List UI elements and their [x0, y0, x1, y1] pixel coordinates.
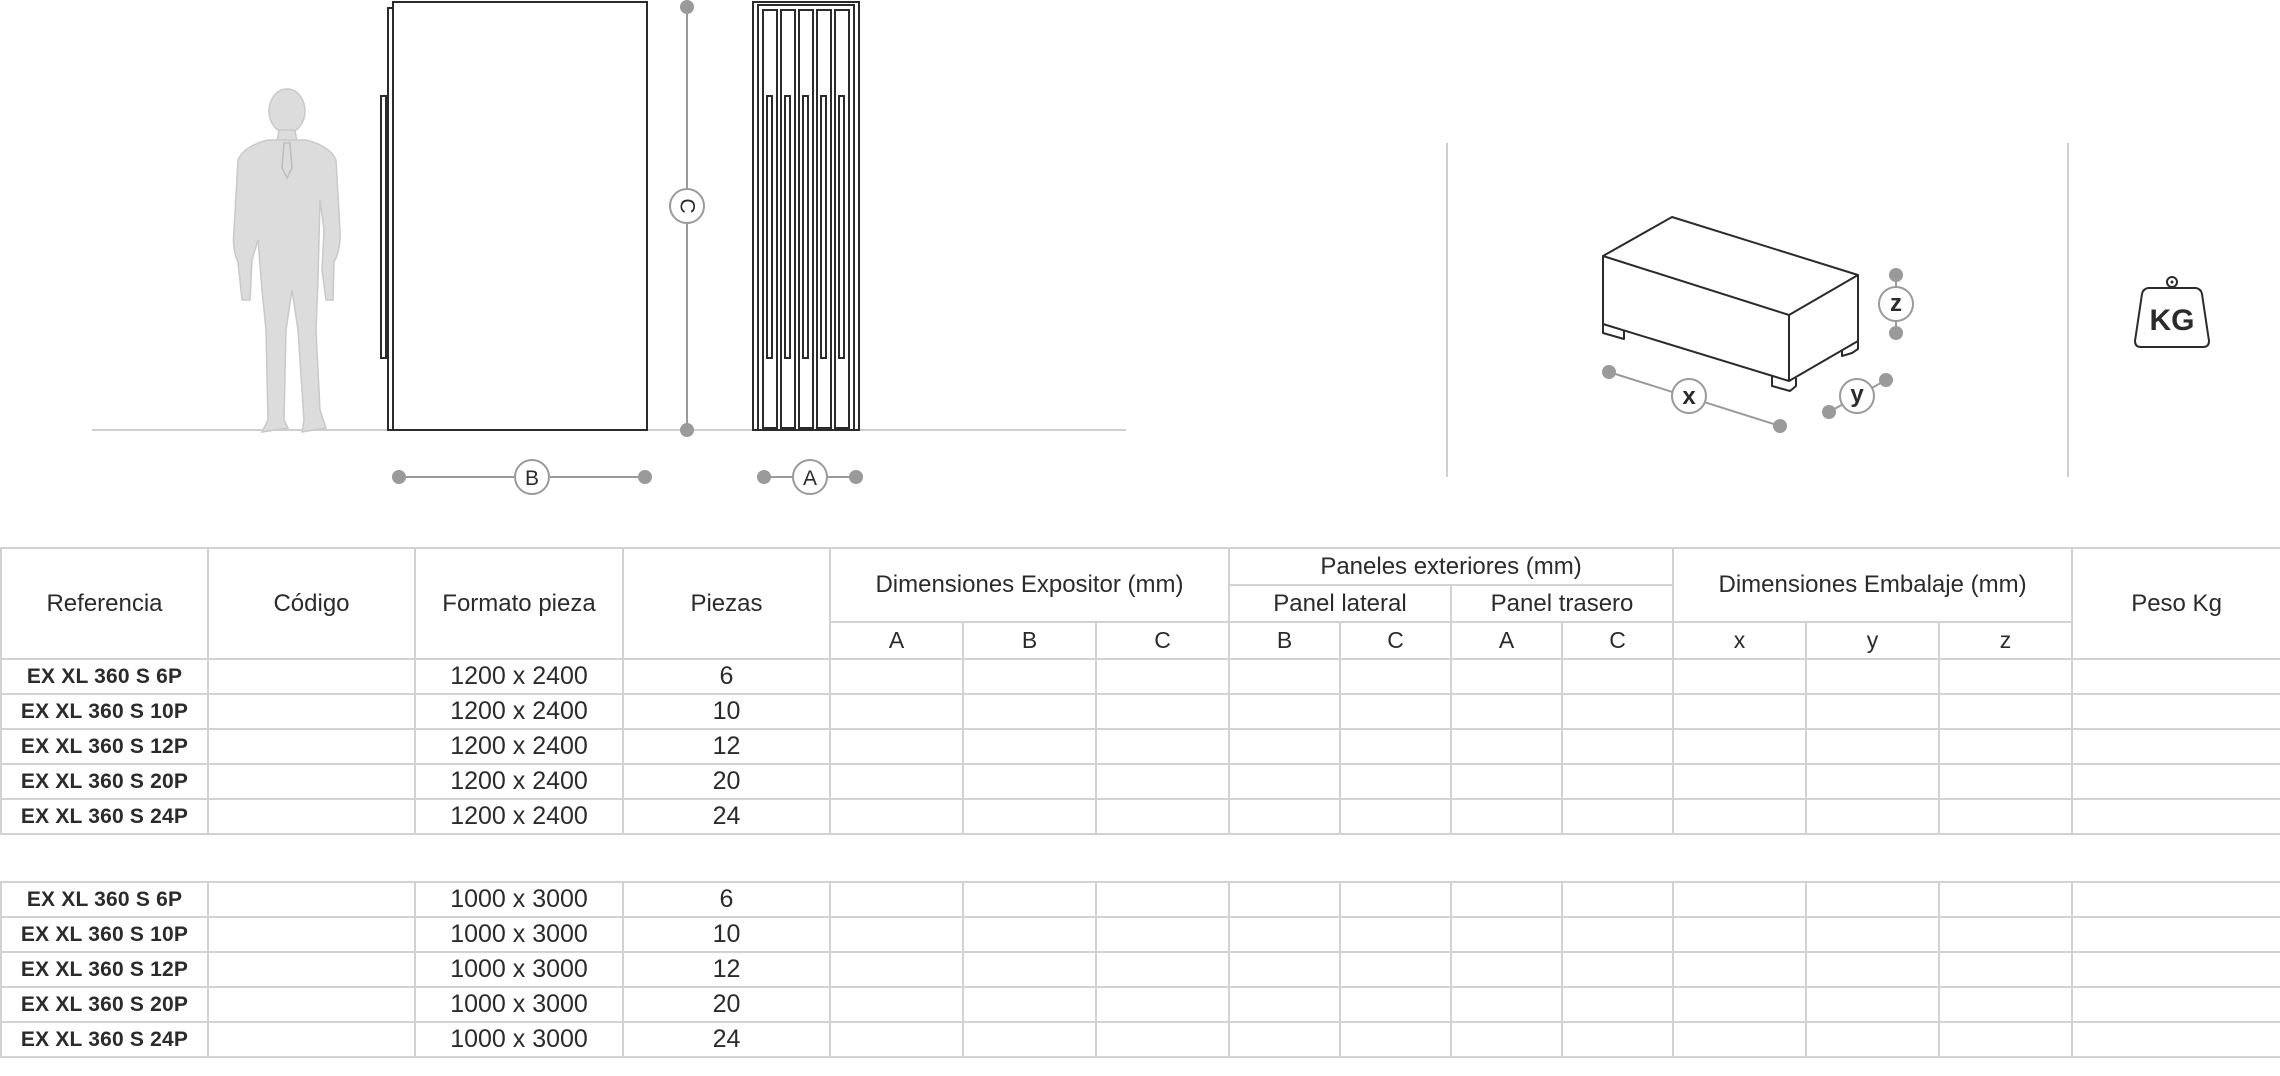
cell-peso: [2072, 694, 2280, 729]
table-row: [1, 1022, 2280, 1057]
cell-emb-y: [1806, 729, 1939, 764]
cell-lat-b: [1229, 694, 1340, 729]
cell-lat-c: [1340, 1022, 1451, 1057]
header-dim-embalaje: Dimensiones Embalaje (mm): [1673, 548, 2072, 622]
cell-referencia: EX XL 360 S 10P: [1, 694, 208, 729]
cell-exp-a: [830, 1022, 963, 1057]
header-dim-expositor: Dimensiones Expositor (mm): [830, 548, 1229, 622]
cell-referencia: EX XL 360 S 20P: [1, 764, 208, 799]
cell-emb-x: [1673, 987, 1806, 1022]
cell-lat-b: [1229, 882, 1340, 917]
cell-tra-c: [1562, 764, 1673, 799]
dimension-c: [670, 0, 704, 437]
cell-exp-a: [830, 764, 963, 799]
header-referencia: Referencia: [1, 548, 208, 659]
cell-emb-x: [1673, 799, 1806, 834]
cell-emb-x: [1673, 729, 1806, 764]
cell-tra-a: [1451, 694, 1562, 729]
header-piezas: Piezas: [623, 548, 830, 659]
cell-tra-c: [1562, 917, 1673, 952]
cell-tra-c: [1562, 694, 1673, 729]
cell-piezas: 12: [623, 952, 830, 987]
cell-emb-z: [1939, 1022, 2072, 1057]
header-emb-y: y: [1806, 622, 1939, 659]
cell-tra-a: [1451, 952, 1562, 987]
cell-referencia: EX XL 360 S 10P: [1, 917, 208, 952]
cell-referencia: EX XL 360 S 24P: [1, 1022, 208, 1057]
cell-exp-c: [1096, 1022, 1229, 1057]
cell-exp-c: [1096, 917, 1229, 952]
cell-formato: 1200 x 2400: [415, 694, 623, 729]
cell-codigo: [208, 729, 415, 764]
cell-emb-y: [1806, 1022, 1939, 1057]
header-lat-b: B: [1229, 622, 1340, 659]
dimension-a: [757, 460, 863, 494]
cell-formato: 1000 x 3000: [415, 987, 623, 1022]
cell-codigo: [208, 952, 415, 987]
cell-piezas: 10: [623, 917, 830, 952]
header-lat-c: C: [1340, 622, 1451, 659]
cell-exp-a: [830, 917, 963, 952]
cell-exp-a: [830, 729, 963, 764]
cell-formato: 1000 x 3000: [415, 952, 623, 987]
cell-exp-a: [830, 659, 963, 694]
cell-lat-b: [1229, 764, 1340, 799]
cell-tra-c: [1562, 799, 1673, 834]
cell-formato: 1200 x 2400: [415, 764, 623, 799]
table-row: [1, 882, 2280, 917]
cell-exp-b: [963, 694, 1096, 729]
package-dimension-x: [1602, 365, 1787, 433]
header-exp-b: B: [963, 622, 1096, 659]
side-view: [753, 2, 859, 430]
cell-emb-z: [1939, 952, 2072, 987]
cell-exp-c: [1096, 987, 1229, 1022]
cell-peso: [2072, 1022, 2280, 1057]
cell-emb-z: [1939, 729, 2072, 764]
cell-exp-c: [1096, 659, 1229, 694]
cell-referencia: EX XL 360 S 6P: [1, 659, 208, 694]
cell-tra-a: [1451, 987, 1562, 1022]
cell-emb-z: [1939, 882, 2072, 917]
header-emb-x: x: [1673, 622, 1806, 659]
cell-referencia: EX XL 360 S 24P: [1, 799, 208, 834]
cell-emb-y: [1806, 987, 1939, 1022]
dimension-b-label: B: [524, 467, 540, 490]
cell-emb-x: [1673, 1022, 1806, 1057]
cell-peso: [2072, 729, 2280, 764]
package-dimension-z: [1879, 268, 1913, 340]
cell-referencia: EX XL 360 S 12P: [1, 729, 208, 764]
cell-tra-c: [1562, 1022, 1673, 1057]
table-spacer-row: [1, 834, 2280, 882]
cell-lat-c: [1340, 987, 1451, 1022]
table-row: [1, 917, 2280, 952]
cell-emb-z: [1939, 694, 2072, 729]
cell-peso: [2072, 917, 2280, 952]
cell-codigo: [208, 694, 415, 729]
package-box: [1603, 217, 1858, 391]
table-row: [1, 764, 2280, 799]
dimension-c-label: C: [675, 198, 699, 214]
cell-codigo: [208, 799, 415, 834]
package-dimension-y: [1822, 373, 1893, 419]
cell-codigo: [208, 882, 415, 917]
cell-formato: 1200 x 2400: [415, 659, 623, 694]
cell-formato: 1000 x 3000: [415, 882, 623, 917]
header-codigo: Código: [208, 548, 415, 659]
front-view: [381, 2, 647, 430]
cell-piezas: 6: [623, 659, 830, 694]
cell-formato: 1200 x 2400: [415, 729, 623, 764]
cell-referencia: EX XL 360 S 20P: [1, 987, 208, 1022]
cell-referencia: EX XL 360 S 6P: [1, 882, 208, 917]
header-paneles: Paneles exteriores (mm): [1229, 548, 1673, 585]
table-row: [1, 729, 2280, 764]
cell-emb-z: [1939, 764, 2072, 799]
cell-tra-a: [1451, 659, 1562, 694]
cell-emb-y: [1806, 952, 1939, 987]
cell-codigo: [208, 764, 415, 799]
dimension-b: [392, 460, 652, 494]
cell-piezas: 12: [623, 729, 830, 764]
cell-exp-b: [963, 1022, 1096, 1057]
cell-emb-z: [1939, 659, 2072, 694]
cell-exp-b: [963, 729, 1096, 764]
cell-lat-b: [1229, 952, 1340, 987]
table-spacer-cell: [1, 834, 2280, 882]
cell-exp-b: [963, 987, 1096, 1022]
cell-exp-c: [1096, 694, 1229, 729]
package-z-label: z: [1890, 290, 1902, 317]
cell-peso: [2072, 659, 2280, 694]
cell-formato: 1000 x 3000: [415, 1022, 623, 1057]
cell-tra-a: [1451, 729, 1562, 764]
cell-tra-a: [1451, 882, 1562, 917]
table-body: [1, 659, 2280, 1057]
header-exp-c: C: [1096, 622, 1229, 659]
cell-exp-a: [830, 694, 963, 729]
cell-lat-c: [1340, 659, 1451, 694]
cell-lat-b: [1229, 917, 1340, 952]
cell-lat-c: [1340, 952, 1451, 987]
cell-emb-x: [1673, 917, 1806, 952]
cell-emb-z: [1939, 917, 2072, 952]
cell-emb-y: [1806, 882, 1939, 917]
cell-lat-c: [1340, 764, 1451, 799]
cell-exp-a: [830, 799, 963, 834]
cell-exp-a: [830, 987, 963, 1022]
cell-lat-b: [1229, 729, 1340, 764]
table-row: [1, 987, 2280, 1022]
cell-formato: 1200 x 2400: [415, 799, 623, 834]
package-x-label: x: [1682, 383, 1696, 410]
cell-lat-c: [1340, 729, 1451, 764]
cell-exp-b: [963, 799, 1096, 834]
cell-peso: [2072, 882, 2280, 917]
table-row: [1, 799, 2280, 834]
cell-peso: [2072, 987, 2280, 1022]
cell-tra-a: [1451, 1022, 1562, 1057]
cell-lat-c: [1340, 917, 1451, 952]
cell-emb-y: [1806, 694, 1939, 729]
cell-peso: [2072, 799, 2280, 834]
cell-tra-c: [1562, 659, 1673, 694]
header-tra-c: C: [1562, 622, 1673, 659]
cell-tra-c: [1562, 729, 1673, 764]
cell-piezas: 20: [623, 987, 830, 1022]
cell-exp-b: [963, 882, 1096, 917]
weight-icon-label: KG: [2149, 304, 2195, 337]
cell-lat-c: [1340, 799, 1451, 834]
cell-peso: [2072, 952, 2280, 987]
cell-emb-y: [1806, 659, 1939, 694]
cell-codigo: [208, 987, 415, 1022]
cell-tra-c: [1562, 952, 1673, 987]
package-y-label: y: [1850, 381, 1864, 408]
cell-lat-b: [1229, 987, 1340, 1022]
cell-emb-x: [1673, 764, 1806, 799]
cell-codigo: [208, 659, 415, 694]
cell-emb-x: [1673, 694, 1806, 729]
cell-exp-b: [963, 952, 1096, 987]
cell-exp-c: [1096, 882, 1229, 917]
cell-piezas: 24: [623, 1022, 830, 1057]
cell-piezas: 6: [623, 882, 830, 917]
cell-exp-a: [830, 952, 963, 987]
cell-emb-x: [1673, 659, 1806, 694]
cell-codigo: [208, 917, 415, 952]
cell-exp-b: [963, 659, 1096, 694]
spec-table: [0, 547, 2280, 1058]
cell-piezas: 10: [623, 694, 830, 729]
cell-formato: 1000 x 3000: [415, 917, 623, 952]
cell-lat-c: [1340, 694, 1451, 729]
table-row: [1, 659, 2280, 694]
header-peso: Peso Kg: [2072, 548, 2280, 659]
table-row: [1, 694, 2280, 729]
cell-codigo: [208, 1022, 415, 1057]
cell-lat-b: [1229, 799, 1340, 834]
cell-exp-c: [1096, 799, 1229, 834]
header-formato: Formato pieza: [415, 548, 623, 659]
cell-peso: [2072, 764, 2280, 799]
cell-piezas: 24: [623, 799, 830, 834]
cell-exp-b: [963, 917, 1096, 952]
cell-tra-a: [1451, 917, 1562, 952]
cell-emb-y: [1806, 917, 1939, 952]
cell-emb-y: [1806, 764, 1939, 799]
cell-piezas: 20: [623, 764, 830, 799]
cell-referencia: EX XL 360 S 12P: [1, 952, 208, 987]
cell-tra-c: [1562, 882, 1673, 917]
cell-exp-c: [1096, 764, 1229, 799]
cell-lat-b: [1229, 659, 1340, 694]
cell-emb-z: [1939, 987, 2072, 1022]
cell-exp-c: [1096, 729, 1229, 764]
cell-emb-x: [1673, 952, 1806, 987]
header-exp-a: A: [830, 622, 963, 659]
cell-exp-a: [830, 882, 963, 917]
cell-emb-z: [1939, 799, 2072, 834]
header-emb-z: z: [1939, 622, 2072, 659]
cell-emb-x: [1673, 882, 1806, 917]
cell-tra-c: [1562, 987, 1673, 1022]
weight-icon: [2135, 277, 2209, 347]
cell-exp-b: [963, 764, 1096, 799]
cell-lat-c: [1340, 882, 1451, 917]
table-row: [1, 952, 2280, 987]
cell-tra-a: [1451, 799, 1562, 834]
cell-emb-y: [1806, 799, 1939, 834]
header-panel-lateral: Panel lateral: [1229, 585, 1451, 622]
header-panel-trasero: Panel trasero: [1451, 585, 1673, 622]
dimension-a-label: A: [802, 467, 818, 490]
cell-exp-c: [1096, 952, 1229, 987]
cell-lat-b: [1229, 1022, 1340, 1057]
header-tra-a: A: [1451, 622, 1562, 659]
cell-tra-a: [1451, 764, 1562, 799]
person-silhouette: [234, 89, 341, 432]
